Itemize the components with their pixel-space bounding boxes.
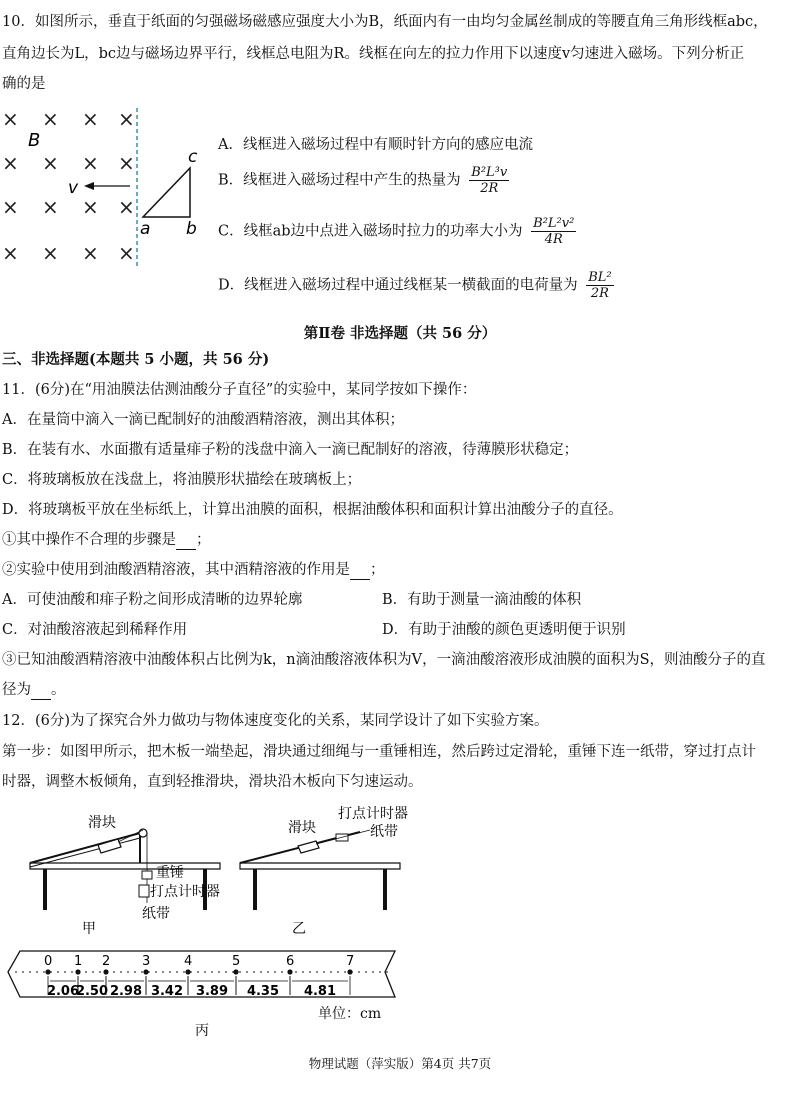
- figure-yi: [230, 800, 430, 935]
- timer-block: [139, 885, 149, 897]
- tape-small-dot: [344, 971, 346, 973]
- jia-tape-label: 纸带: [142, 906, 170, 922]
- yi-timer-label: 打点计时器: [338, 806, 408, 822]
- tape-small-dot: [316, 971, 318, 973]
- tape-small-dot: [197, 971, 199, 973]
- page-footer: 物理试题（萍实版）第4页 共7页: [308, 1056, 492, 1071]
- tape-small-dot: [57, 971, 59, 973]
- count-point-label: 6: [286, 954, 295, 969]
- count-point-label: 7: [346, 954, 355, 969]
- q10-option-d-fraction: $\frac{\text{BL²}}{2R}$: [588, 270, 612, 301]
- q11-sub2: ②实验中使用到油酸酒精溶液，其中酒精溶液的作用是 ；: [2, 562, 385, 578]
- tape-small-dot: [323, 971, 325, 973]
- q10-option-b-fraction: $\frac{\text{B²L³v}}{2R}$: [471, 165, 508, 196]
- q11-sub3-line1: ③已知油酸酒精溶液中油酸体积占比例为k，n滴油酸溶液体积为V，一滴油酸溶液形成油膜的面积为S，则油酸分子的直: [2, 652, 766, 668]
- tape-small-dot: [127, 971, 129, 973]
- slider-block: [298, 841, 319, 853]
- tape-small-dot: [281, 971, 283, 973]
- tape-small-dot: [365, 971, 367, 973]
- tape-small-dot: [134, 971, 136, 973]
- tape-small-dot: [274, 971, 276, 973]
- q11-step-d: D．将玻璃板平放在坐标纸上，计算出油膜的面积，根据油酸体积和面积计算出油酸分子的直径。: [2, 502, 623, 518]
- weight-block: [142, 871, 152, 879]
- q12-stem: 12．(6分)为了探究合外力做功与物体速度变化的关系，某同学设计了如下实验方案。: [2, 713, 549, 729]
- jia-weight-label: 重锤: [156, 865, 184, 881]
- answer-blank: [350, 565, 370, 580]
- q11-sub2-option-a: A．可使油酸和痱子粉之间形成清晰的边界轮廓: [2, 592, 303, 608]
- label-a: a: [140, 219, 151, 239]
- q11-stem: 11．(6分)在“用油膜法估测油酸分子直径”的实验中，某同学按如下操作：: [2, 382, 477, 398]
- distance-label: 2.06: [46, 984, 80, 999]
- tape-small-dot: [36, 971, 38, 973]
- tape-small-dot: [141, 971, 143, 973]
- tape-small-dot: [211, 971, 213, 973]
- field-cross: ×: [2, 195, 19, 219]
- count-point: [103, 969, 108, 974]
- magnetic-field-figure: [0, 100, 210, 270]
- inclined-board: [30, 833, 140, 863]
- count-point-label: 3: [142, 954, 151, 969]
- tape-small-dot: [330, 971, 332, 973]
- distance-label: 2.50: [75, 984, 109, 999]
- tape-small-dot: [155, 971, 157, 973]
- count-point: [45, 969, 50, 974]
- table-top: [240, 863, 400, 869]
- bing-caption: 丙: [195, 1023, 209, 1039]
- q11-sub3-line2: 径为 。: [2, 682, 66, 698]
- field-cross: ×: [2, 241, 19, 265]
- count-point-label: 1: [74, 954, 83, 969]
- tape-small-dot: [246, 971, 248, 973]
- field-cross: ×: [2, 107, 19, 131]
- tape-small-dot: [176, 971, 178, 973]
- q10-option-c: C．线框ab边中点进入磁场时拉力的功率大小为 $\frac{\text{B²L²v²}}{4R}$: [218, 216, 575, 247]
- field-cross: ×: [118, 151, 135, 175]
- label-B: B: [28, 130, 41, 151]
- yi-tape-label: 纸带: [370, 824, 398, 840]
- distance-label: 3.89: [195, 984, 229, 999]
- tape-small-dot: [204, 971, 206, 973]
- tape-small-dot: [260, 971, 262, 973]
- jia-slider-label: 滑块: [88, 815, 116, 831]
- yi-caption: 乙: [292, 921, 306, 935]
- count-point-label: 4: [184, 954, 193, 969]
- count-point-label: 5: [232, 954, 241, 969]
- tape-unit: 单位：cm: [318, 1006, 382, 1022]
- q10-option-d: D．线框进入磁场过程中通过线框某一横截面的电荷量为 $\frac{\text{BL²}}{2R}$: [218, 270, 612, 301]
- field-cross: ×: [42, 241, 59, 265]
- tape-small-dot: [85, 971, 87, 973]
- tape-small-dot: [162, 971, 164, 973]
- label-b: b: [186, 219, 197, 239]
- q12-step1-line1: 第一步：如图甲所示，把木板一端垫起，滑块通过细绳与一重锤相连，然后跨过定滑轮，重锤下连一纸带，穿过打点计: [2, 744, 756, 760]
- q12-step1-line2: 时器，调整木板倾角，直到轻推滑块，滑块沿木板向下匀速运动。: [2, 774, 423, 790]
- tape-small-dot: [295, 971, 297, 973]
- section-title: 第Ⅱ卷 非选择题（共 56 分）: [303, 325, 497, 342]
- tape-small-dot: [15, 971, 17, 973]
- figure-bing: [0, 945, 420, 1040]
- distance-label: 4.81: [303, 984, 337, 999]
- q10-option-a: A．线框进入磁场过程中有顺时针方向的感应电流: [218, 137, 533, 153]
- q10-stem-line1: 10．如图所示，垂直于纸面的匀强磁场磁感应强度大小为B，纸面内有一由均匀金属丝制成的等腰直角三角形线框abc，: [2, 14, 768, 30]
- count-point: [347, 969, 352, 974]
- tape-small-dot: [253, 971, 255, 973]
- q11-step-a: A．在量筒中滴入一滴已配制好的油酸酒精溶液，测出其体积；: [2, 412, 404, 428]
- q11-sub2-option-b: B．有助于测量一滴油酸的体积: [382, 592, 582, 608]
- q10-stem-line2: 直角边长为L，bc边与磁场边界平行，线框总电阻为R。线框在向左的拉力作用下以速度v匀速进入磁场。下列分析正: [2, 46, 745, 62]
- tape-small-dot: [309, 971, 311, 973]
- field-cross: ×: [42, 107, 59, 131]
- figure-jia: [20, 805, 240, 935]
- count-point: [185, 969, 190, 974]
- q10-stem-line3: 确的是: [2, 76, 46, 92]
- tape-small-dot: [379, 971, 381, 973]
- tape-small-dot: [120, 971, 122, 973]
- velocity-arrow-icon: [84, 182, 94, 190]
- count-point: [75, 969, 80, 974]
- label-v: v: [68, 178, 79, 198]
- q10-option-b: B．线框进入磁场过程中产生的热量为 $\frac{\text{B²L³v}}{2R}$: [218, 165, 508, 196]
- tape-small-dot: [302, 971, 304, 973]
- answer-blank: [176, 535, 196, 550]
- q11-step-c: C．将玻璃板放在浅盘上，将油膜形状描绘在玻璃板上；: [2, 472, 362, 488]
- tape-small-dot: [169, 971, 171, 973]
- jia-caption: 甲: [82, 921, 96, 935]
- field-cross: ×: [42, 195, 59, 219]
- tape-small-dot: [386, 971, 388, 973]
- distance-label: 2.98: [109, 984, 143, 999]
- field-cross: ×: [42, 151, 59, 175]
- tape-small-dot: [29, 971, 31, 973]
- label-c: c: [188, 147, 198, 167]
- section-header: 三、非选择题(本题共 5 小题，共 56 分): [2, 351, 270, 368]
- tape-small-dot: [183, 971, 185, 973]
- q11-step-b: B．在装有水、水面撒有适量痱子粉的浅盘中滴入一滴已配制好的溶液，待薄膜形状稳定；: [2, 442, 579, 458]
- count-point: [233, 969, 238, 974]
- yi-slider-label: 滑块: [288, 820, 316, 836]
- tape-small-dot: [43, 971, 45, 973]
- q10-option-c-fraction: $\frac{\text{B²L²v²}}{4R}$: [533, 216, 575, 247]
- tape-small-dot: [239, 971, 241, 973]
- field-cross: ×: [82, 195, 99, 219]
- field-cross: ×: [2, 151, 19, 175]
- distance-label: 4.35: [246, 984, 280, 999]
- tape-small-dot: [218, 971, 220, 973]
- tape-small-dot: [372, 971, 374, 973]
- tape-small-dot: [337, 971, 339, 973]
- field-cross: ×: [118, 107, 135, 131]
- tape-small-dot: [113, 971, 115, 973]
- count-point: [287, 969, 292, 974]
- field-cross: ×: [82, 151, 99, 175]
- q11-sub1: ①其中操作不合理的步骤是 ；: [2, 532, 211, 548]
- q11-sub2-option-c: C．对油酸溶液起到稀释作用: [2, 622, 188, 638]
- tape-small-dot: [99, 971, 101, 973]
- tape-small-dot: [64, 971, 66, 973]
- distance-label: 3.42: [150, 984, 184, 999]
- slider-block: [98, 839, 121, 853]
- jia-timer-label: 打点计时器: [150, 884, 220, 900]
- answer-blank: [31, 685, 51, 700]
- tape-small-dot: [358, 971, 360, 973]
- tape-small-dot: [267, 971, 269, 973]
- tape-small-dot: [71, 971, 73, 973]
- field-cross: ×: [82, 107, 99, 131]
- tape-small-dot: [22, 971, 24, 973]
- field-cross: ×: [82, 241, 99, 265]
- table-top: [30, 863, 220, 869]
- field-cross: ×: [118, 195, 135, 219]
- count-point-label: 0: [44, 954, 53, 969]
- count-point: [143, 969, 148, 974]
- tape-small-dot: [92, 971, 94, 973]
- q11-sub2-option-d: D．有助于油酸的颜色更透明便于识别: [382, 622, 626, 638]
- count-point-label: 2: [102, 954, 111, 969]
- field-cross: ×: [118, 241, 135, 265]
- triangle-frame: [143, 168, 190, 217]
- tape-small-dot: [225, 971, 227, 973]
